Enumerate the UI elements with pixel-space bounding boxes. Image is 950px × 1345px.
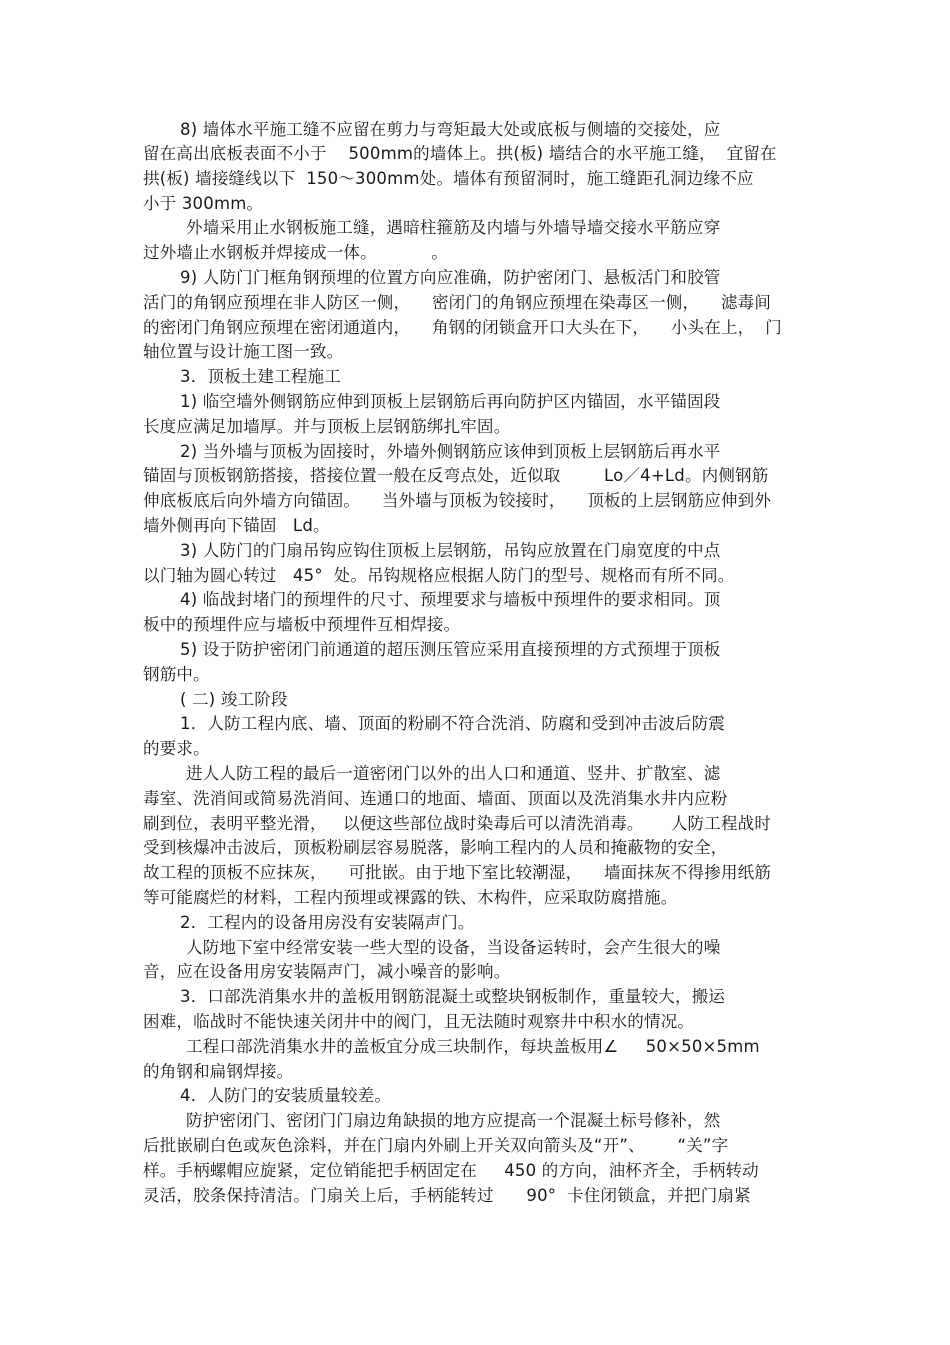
text-line: 过外墙止水钢板并焊接成一体。 。 bbox=[143, 243, 448, 262]
text-line: 4．人防门的安装质量较差。 bbox=[180, 1086, 392, 1105]
text-line: 墙外侧再向下锚固 Ld。 bbox=[143, 516, 330, 535]
text-line: 板中的预埋件应与墙板中预埋件互相焊接。 bbox=[143, 615, 461, 634]
section-heading: ( 二) 竣工阶段 bbox=[180, 690, 288, 709]
text-line: 音，应在设备用房安装隔声门，减小噪音的影响。 bbox=[143, 962, 511, 981]
text-line: 的要求。 bbox=[143, 739, 210, 758]
text-line: 工程口部洗消集水井的盖板宜分成三块制作，每块盖板用∠ 50×50×5mm bbox=[186, 1037, 760, 1056]
text-line: 2．工程内的设备用房没有安装隔声门。 bbox=[180, 913, 475, 932]
text-line: 轴位置与设计施工图一致。 bbox=[143, 342, 344, 361]
text-line: 灵活，胶条保持清洁。门扇关上后，手柄能转过 90° 卡住闭锁盒，并把门扇紧 bbox=[143, 1186, 751, 1205]
text-line: 困难，临战时不能快速关闭井中的阀门，且无法随时观察井中积水的情况。 bbox=[143, 1012, 695, 1031]
text-line: 人防地下室中经常安装一些大型的设备，当设备运转时，会产生很大的噪 bbox=[186, 938, 721, 957]
text-line: 伸底板底后向外墙方向锚固。 当外墙与顶板为铰接时， 顶板的上层钢筋应伸到外 bbox=[143, 491, 772, 510]
text-line: 钢筋中。 bbox=[143, 665, 210, 684]
text-line: 后批嵌刷白色或灰色涂料，并在门扇内外刷上开关双向箭头及“开”、 “关”字 bbox=[143, 1136, 729, 1155]
section-heading: 3．顶板土建工程施工 bbox=[180, 367, 341, 386]
text-line: 进人人防工程的最后一道密闭门以外的出人口和通道、竖井、扩散室、滤 bbox=[186, 764, 721, 783]
text-line: 3) 人防门的门扇吊钩应钩住顶板上层钢筋，吊钩应放置在门扇宽度的中点 bbox=[180, 541, 721, 560]
text-line: 防护密闭门、密闭门门扇边角缺损的地方应提高一个混凝土标号修补，然 bbox=[186, 1111, 721, 1130]
text-line: 9) 人防门门框角钢预埋的位置方向应准确，防护密闭门、悬板活门和胶管 bbox=[180, 268, 721, 287]
text-line: 的角钢和扁钢焊接。 bbox=[143, 1062, 294, 1081]
text-line: 故工程的顶板不应抹灰， 可批嵌。由于地下室比较潮湿， 墙面抹灰不得掺用纸筋 bbox=[143, 863, 772, 882]
text-line: 样。手柄螺帽应旋紧，定位销能把手柄固定在 450 的方向，油杯齐全，手柄转动 bbox=[143, 1161, 759, 1180]
text-line: 锚固与顶板钢筋搭接，搭接位置一般在反弯点处，近似取 Lo／4+Ld。内侧钢筋 bbox=[143, 466, 769, 485]
text-line: 长度应满足加墙厚。并与顶板上层钢筋绑扎牢固。 bbox=[143, 417, 511, 436]
text-line: 留在高出底板表面不小于 500mm的墙体上。拱(板) 墙结合的水平施工缝， 宜留在 bbox=[143, 144, 777, 163]
text-line: 1．人防工程内底、墙、顶面的粉刷不符合洗消、防腐和受到冲击波后防震 bbox=[180, 714, 726, 733]
text-line: 毒室、洗消间或简易洗消间、连通口的地面、墙面、顶面以及洗消集水井内应粉 bbox=[143, 789, 728, 808]
text-line: 以门轴为圆心转过 45° 处。吊钩规格应根据人防门的型号、规格而有所不同。 bbox=[143, 566, 735, 585]
text-line: 的密闭门角钢应预埋在密闭通道内， 角钢的闭锁盒开口大头在下， 小头在上， 门 bbox=[143, 318, 782, 337]
text-line: 3．口部洗消集水井的盖板用钢筋混凝土或整块钢板制作，重量较大，搬运 bbox=[180, 987, 726, 1006]
text-line: 2) 当外墙与顶板为固接时，外墙外侧钢筋应该伸到顶板上层钢筋后再水平 bbox=[180, 442, 721, 461]
text-line: 受到核爆冲击波后，顶板粉刷层容易脱落，影响工程内的人员和掩蔽物的安全， bbox=[143, 838, 728, 857]
text-line: 5) 设于防护密闭门前通道的超压测压管应采用直接预埋的方式预埋于顶板 bbox=[180, 640, 721, 659]
text-line: 4) 临战封堵门的预埋件的尺寸、预埋要求与墙板中预埋件的要求相同。顶 bbox=[180, 590, 721, 609]
text-line: 拱(板) 墙接缝线以下 150～300mm处。墙体有预留洞时，施工缝距孔洞边缘不应 bbox=[143, 169, 754, 188]
text-line: 等可能腐烂的材料，工程内预埋或裸露的铁、木构件，应采取防腐措施。 bbox=[143, 888, 678, 907]
text-line: 8) 墙体水平施工缝不应留在剪力与弯矩最大处或底板与侧墙的交接处，应 bbox=[180, 120, 721, 139]
text-line: 1) 临空墙外侧钢筋应伸到顶板上层钢筋后再向防护区内锚固，水平锚固段 bbox=[180, 392, 721, 411]
text-line: 活门的角钢应预埋在非人防区一侧， 密闭门的角钢应预埋在染毒区一侧， 滤毒间 bbox=[143, 293, 772, 312]
text-line: 刷到位，表明平整光滑， 以便这些部位战时染毒后可以清洗消毒。 人防工程战时 bbox=[143, 814, 772, 833]
text-line: 小于 300mm。 bbox=[143, 194, 264, 213]
text-line: 外墙采用止水钢板施工缝，遇暗柱箍筋及内墙与外墙导墙交接水平筋应穿 bbox=[186, 218, 721, 237]
